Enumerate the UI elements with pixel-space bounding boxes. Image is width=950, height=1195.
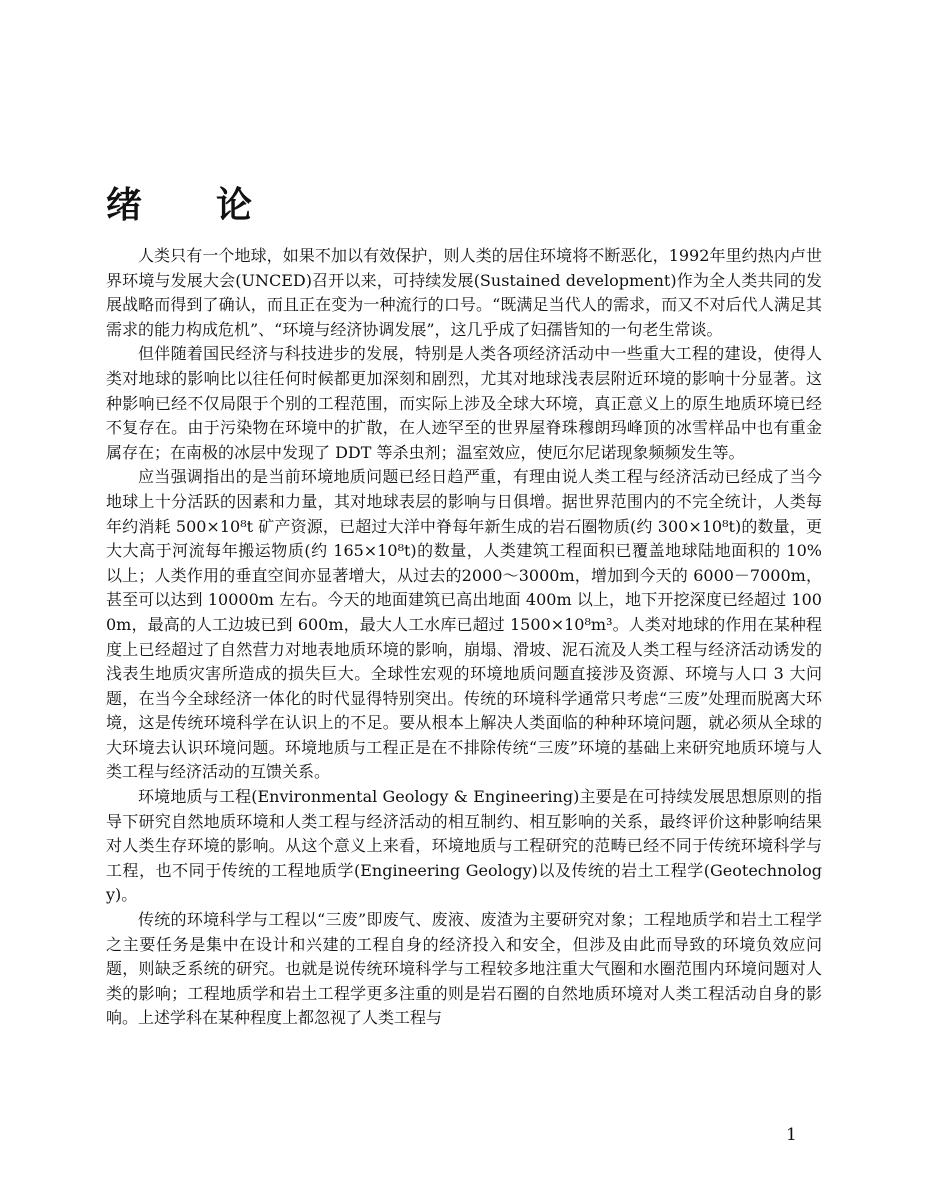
title-char-2: 论 xyxy=(216,185,255,226)
paragraph-2: 但伴随着国民经济与科技进步的发展，特别是人类各项经济活动中一些重大工程的建设，使得人类对地球的影响比以往任何时候都更加深刻和剧烈，尤其对地球浅表层附近环境的影响十分显著。这种影响已经不仅局限于个别的工程范围，而实际上涉及全球大环境，真正意义上的原生地质环境已经不复存在。由于污染物在环境中的扩散，在人迹罕至的世界屋脊珠穆朗玛峰顶的冰雪样品中也有重金属存在；在南极的冰层中发现了 DDT 等杀虫剂；温室效应，使厄尔尼诺现象频频发生等。 xyxy=(106,344,822,462)
paragraph-1: 人类只有一个地球，如果不加以有效保护，则人类的居住环境将不断恶化，1992年里约热内卢世界环境与发展大会(UNCED)召开以来，可持续发展(Sustained development)作为全人类共同的发展战略而得到了确认，而且正在变为一种流行的口号。“既满足当代人的需求，而又不对后代人满足其需求的能力构成危机”、“环境与经济协调发展”，这几乎成了妇孺皆知的一句老生常谈。 xyxy=(106,246,822,339)
title-char-1: 绪 xyxy=(106,185,145,226)
paragraph-5: 传统的环境科学与工程以“三废”即废气、废液、废渣为主要研究对象；工程地质学和岩土工程学之主要任务是集中在设计和兴建的工程自身的经济投入和安全，但涉及由此而导致的环境负效应问题，则缺乏系统的研究。也就是说传统环境科学与工程较多地注重大气圈和水圈范围内环境问题对人类的影响；工程地质学和岩土工程学更多注重的则是岩石圈的自然地质环境对人类工程活动自身的影响。上述学科在某种程度上都忽视了人类工程与 xyxy=(106,910,822,1028)
paragraph-4: 环境地质与工程(Environmental Geology & Engineering)主要是在可持续发展思想原则的指导下研究自然地质环境和人类工程与经济活动的相互制约、相互影响的关系，最终评价这种影响结果对人类生存环境的影响。从这个意义上来看，环境地质与工程研究的范畴已经不同于传统环境科学与工程，也不同于传统的工程地质学(Engineering Geology)以及传统的岩土工程学(Geotechnology)。 xyxy=(106,787,822,905)
page-title xyxy=(106,184,254,228)
body-text xyxy=(106,244,822,1031)
paragraph-3: 应当强调指出的是当前环境地质问题已经日趋严重，有理由说人类工程与经济活动已经成了当今地球上十分活跃的因素和力量，其对地球表层的影响与日俱增。据世界范围内的不完全统计，人类每年约消耗 500×10⁸t 矿产资源，已超过大洋中脊每年新生成的岩石圈物质(约 300×10⁸t)的数量，更大大高于河流每年搬运物质(约 165×10⁸t)的数量，人类建筑工程面积已覆盖地球陆地面积的 10% 以上；人类作用的垂直空间亦显著增大，从过去的2000～3000m，增加到今天的 6000－7000m，甚至可以达到 10000m 左右。今天的地面建筑已高出地面 400m 以上，地下开挖深度已经超过 1000m，最高的人工边坡已到 600m，最大人工水库已超过 1500×10⁸m³。人类对地球的作用在某种程度上已经超过了自然营力对地表地质环境的影响，崩塌、滑坡、泥石流及人类工程与经济活动诱发的浅表生地质灾害所造成的损失巨大。全球性宏观的环境地质问题直接涉及资源、环境与人口 3 大问题，在当今全球经济一体化的时代显得特别突出。传统的环境科学通常只考虑“三废”处理而脱离大环境，这是传统环境科学在认识上的不足。要从根本上解决人类面临的种种环境问题，就必须从全球的大环境去认识环境问题。环境地质与工程正是在不排除传统“三废”环境的基础上来研究地质环境与人类工程与经济活动的互馈关系。 xyxy=(106,467,822,782)
page-number: 1 xyxy=(786,1125,797,1145)
